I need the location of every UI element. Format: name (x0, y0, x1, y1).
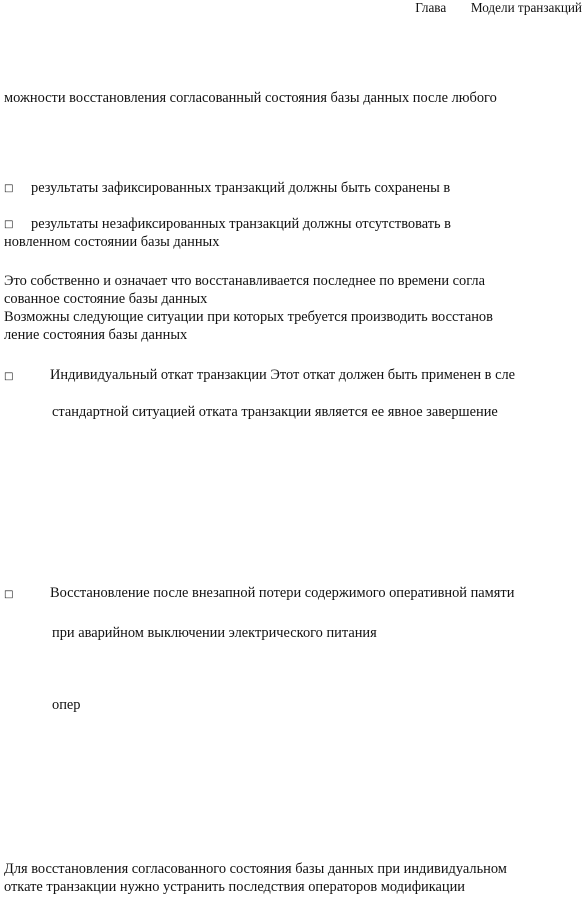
paragraph-line: Для восстановления согласованного состояния базы данных при индивидуальном (4, 861, 507, 877)
intro-text-line: можности восстановления согласованный состояния базы данных после любого (4, 90, 497, 106)
bullet-marker: □ (4, 183, 14, 194)
bullet-marker: □ (4, 371, 14, 382)
bullet-text: результаты зафиксированных транзакций должны быть сохранены в (31, 180, 451, 196)
paragraph-line: ление состояния базы данных (4, 327, 188, 343)
bullet-text-continuation: новленном состоянии базы данных (4, 234, 220, 250)
list-item-text: стандартной ситуацией отката транзакции является ее явное завершение (52, 404, 498, 420)
paragraph-line: Это собственно и означает что восстанавливается последнее по времени согла (4, 273, 485, 289)
chapter-label: Глава (415, 0, 447, 15)
bullet-text: результаты незафиксированных транзакций должны отсутствовать в (31, 216, 451, 232)
paragraph-line: откате транзакции нужно устранить последствия операторов модификации (4, 879, 465, 895)
bullet-marker: □ (4, 589, 14, 600)
list-item-text: при аварийном выключении электрического питания (52, 625, 377, 641)
list-item-text: Восстановление после внезапной потери содержимого оперативной памяти (50, 585, 515, 601)
chapter-title: Модели транзакций (470, 0, 582, 15)
list-item-text: опер (52, 697, 81, 713)
list-item-text: Индивидуальный откат транзакции Этот откат должен быть применен в сле (50, 367, 516, 383)
paragraph-line: Возможны следующие ситуации при которых требуется производить восстанов (4, 309, 493, 325)
running-header (415, 0, 582, 16)
bullet-marker: □ (4, 219, 14, 230)
paragraph-line: сованное состояние базы данных (4, 291, 208, 307)
